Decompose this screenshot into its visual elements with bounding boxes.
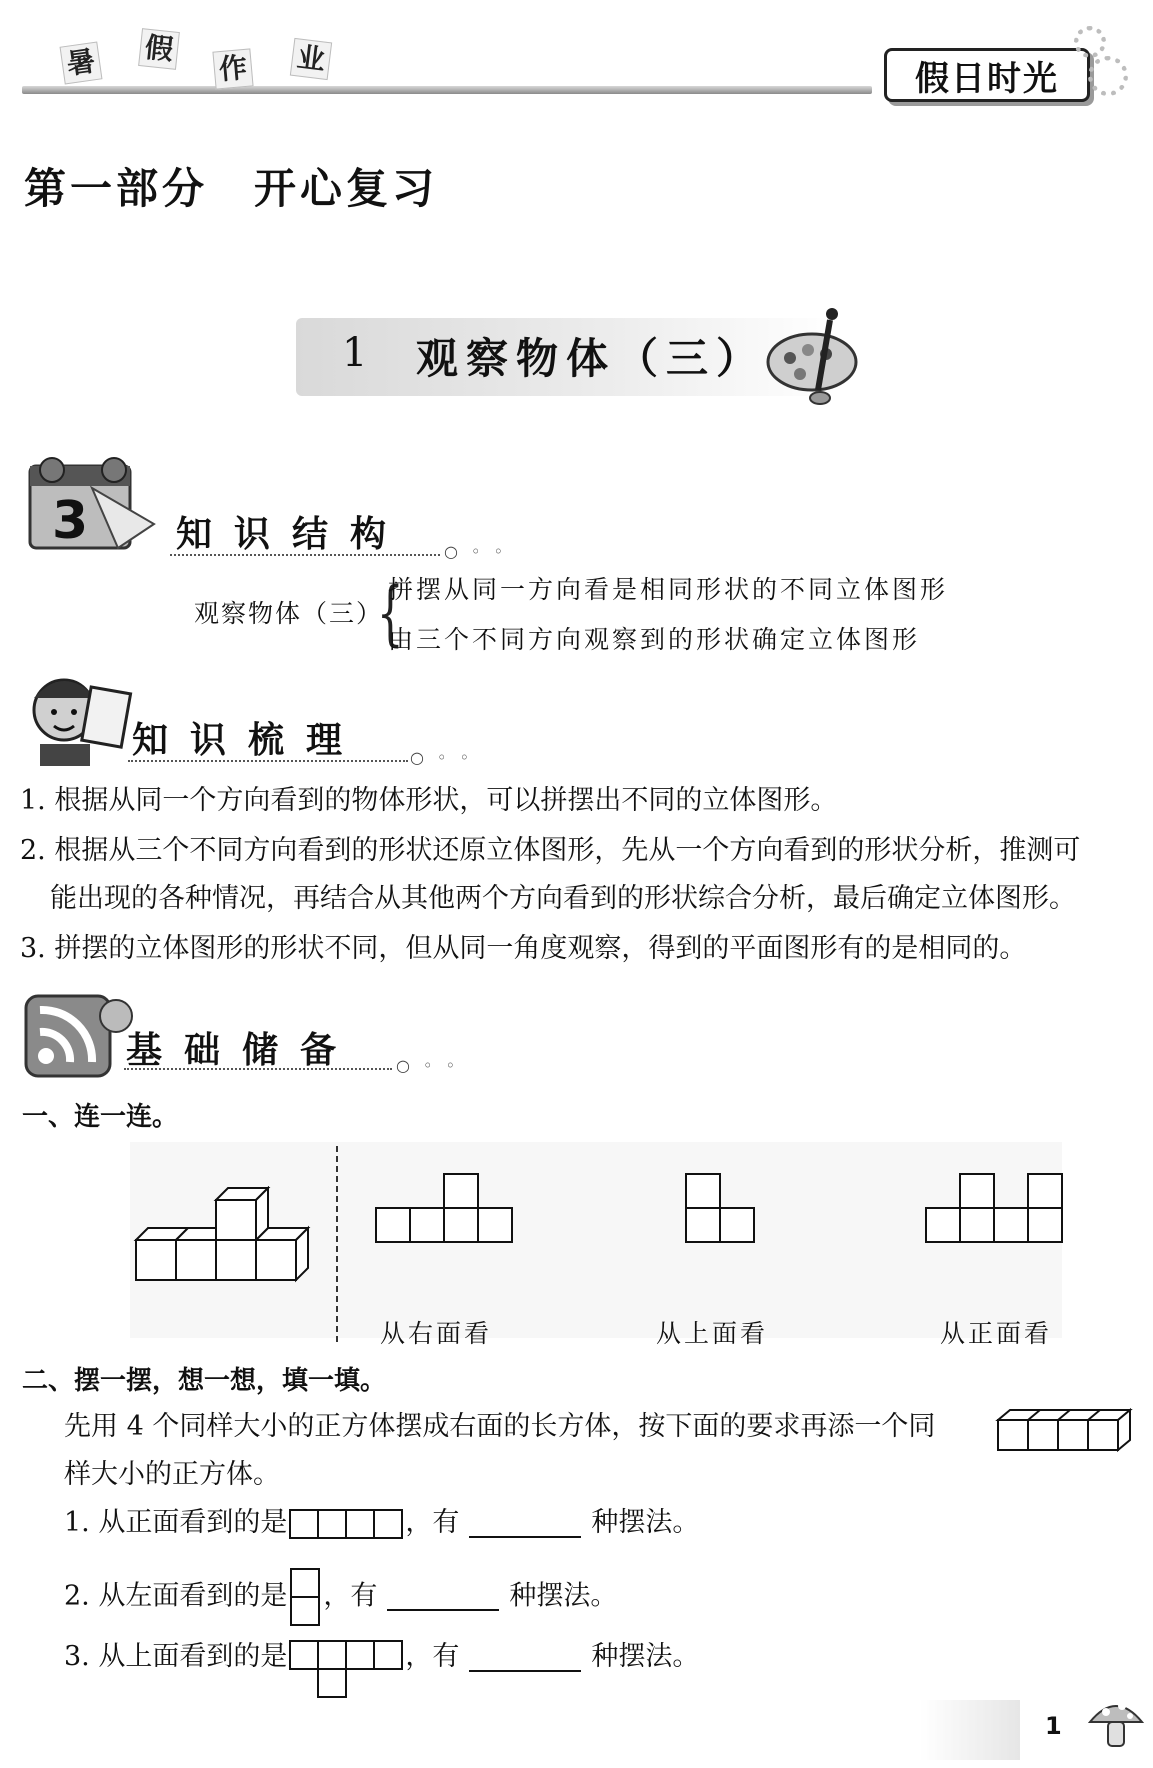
view-right-shape	[374, 1172, 514, 1248]
palette-icon	[760, 300, 870, 410]
divider-line	[336, 1146, 338, 1342]
fill-item-prefix: 2. 从左面看到的是	[64, 1580, 288, 1612]
rss-icon	[20, 986, 140, 1086]
question-heading: 二、摆一摆，想一想，填一填。	[22, 1366, 387, 1396]
chapter-title: 观察物体（三）	[416, 334, 767, 383]
left-view-shape	[289, 1568, 321, 1626]
fill-item-mid: ，有	[405, 1507, 460, 1538]
knowledge-branch: 由三个不同方向观察到的形状确定立体图形	[388, 625, 921, 654]
header-char: 假	[138, 28, 180, 70]
view-top-shape	[684, 1172, 758, 1248]
answer-blank[interactable]	[469, 1644, 581, 1672]
fill-item-mid: ，有	[405, 1641, 460, 1672]
review-point: 1. 根据从同一个方向看到的物体形状，可以拼摆出不同的立体图形。	[20, 785, 838, 816]
header-char: 作	[212, 48, 253, 89]
knowledge-root: 观察物体（三）	[194, 599, 384, 628]
footer-shade	[920, 1700, 1020, 1760]
answer-blank[interactable]	[387, 1583, 499, 1611]
section-dots: ○ ◦ ◦	[444, 542, 508, 561]
brace: {	[376, 572, 404, 654]
header-title-box: 假日时光	[884, 48, 1090, 102]
question-intro: 先用 4 个同样大小的正方体摆成右面的长方体，按下面的要求再添一个同	[64, 1411, 936, 1442]
section-title-review: 知识梳理	[132, 720, 365, 761]
svg-text:3: 3	[52, 491, 89, 551]
view-caption: 从右面看	[380, 1319, 493, 1348]
question-heading: 一、连一连。	[22, 1102, 179, 1132]
fill-item	[64, 1568, 617, 1626]
part-title: 第一部分 开心复习	[24, 164, 439, 213]
front-view-shape	[289, 1508, 403, 1540]
section-underline	[124, 1068, 392, 1070]
header-char: 业	[290, 38, 332, 80]
cuboid-figure	[994, 1406, 1134, 1456]
gear-icon	[1074, 26, 1106, 58]
mushroom-icon	[1084, 1688, 1148, 1758]
fill-item-prefix: 1. 从正面看到的是	[64, 1507, 288, 1538]
answer-blank[interactable]	[469, 1510, 581, 1538]
fill-item-suffix: 种摆法。	[509, 1580, 618, 1612]
fill-item	[64, 1506, 699, 1540]
section-title-structure: 知识结构	[176, 514, 409, 555]
section-dots: ○ ◦ ◦	[396, 1056, 460, 1075]
view-front-shape	[924, 1172, 1064, 1248]
header-rule	[22, 86, 872, 94]
gear-icon	[1088, 56, 1128, 96]
knowledge-branch: 拼摆从同一方向看是相同形状的不同立体图形	[388, 575, 949, 604]
review-point: 2. 根据从三个不同方向看到的形状还原立体图形，先从一个方向看到的形状分析，推测可	[20, 835, 1081, 866]
section-dots: ○ ◦ ◦	[410, 748, 474, 767]
top-view-shape	[289, 1640, 403, 1700]
question-intro: 样大小的正方体。	[64, 1459, 280, 1490]
fill-item	[64, 1640, 699, 1700]
fill-item-mid: ，有	[323, 1580, 378, 1612]
page-number: 1	[1045, 1712, 1062, 1740]
cube-figure	[130, 1186, 330, 1306]
view-caption: 从正面看	[940, 1319, 1053, 1348]
review-point: 3. 拼摆的立体图形的形状不同，但从同一角度观察，得到的平面图形有的是相同的。	[20, 933, 1027, 964]
header-char: 暑	[60, 42, 103, 85]
section-underline	[128, 760, 408, 762]
section-title-basics: 基础储备	[126, 1030, 359, 1071]
reader-icon	[20, 668, 140, 768]
view-caption: 从上面看	[656, 1319, 769, 1348]
chapter-number: 1	[342, 330, 368, 376]
fill-item-suffix: 种摆法。	[591, 1641, 700, 1672]
section-underline	[170, 554, 440, 556]
review-point: 能出现的各种情况，再结合从其他两个方向看到的形状综合分析，最后确定立体图形。	[50, 883, 1076, 914]
fill-item-prefix: 3. 从上面看到的是	[64, 1641, 288, 1672]
fill-item-suffix: 种摆法。	[591, 1507, 700, 1538]
calendar-icon	[22, 448, 162, 556]
